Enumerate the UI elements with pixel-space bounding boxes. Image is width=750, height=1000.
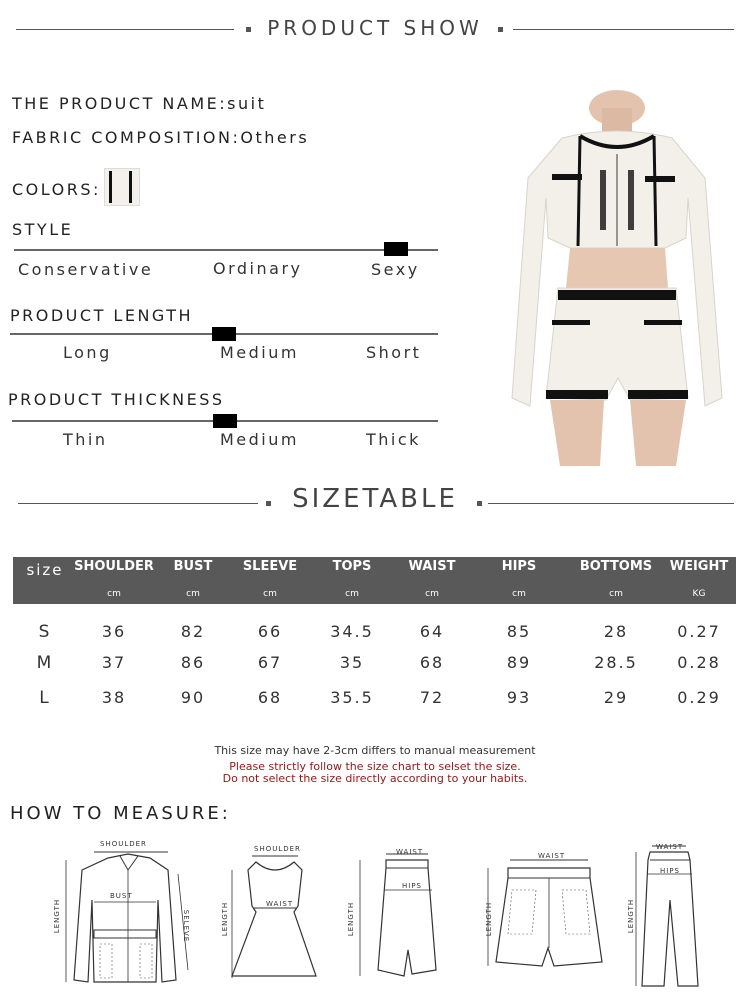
table-cell: 67 bbox=[257, 653, 283, 672]
pants-waist-label: WAIST bbox=[656, 843, 684, 851]
table-cell: 89 bbox=[506, 653, 532, 672]
jacket-shoulder-label: SHOULDER bbox=[100, 840, 147, 848]
table-cell: 36 bbox=[101, 622, 127, 641]
note-measurement: This size may have 2-3cm differs to manual measurement bbox=[214, 744, 536, 757]
table-cell: 85 bbox=[506, 622, 532, 641]
jacket-bust-label: BUST bbox=[110, 892, 133, 900]
colors-label: COLORS: bbox=[12, 180, 101, 199]
length-option-long: Long bbox=[63, 343, 112, 362]
style-option-ordinary: Ordinary bbox=[213, 259, 303, 278]
table-header-size: size bbox=[26, 561, 64, 579]
table-header-weight: WEIGHT bbox=[669, 559, 729, 574]
table-cell: S bbox=[38, 622, 52, 642]
table-cell: 66 bbox=[257, 622, 283, 641]
table-unit-sleeve: cm bbox=[263, 589, 277, 599]
length-label: PRODUCT LENGTH bbox=[10, 306, 194, 325]
table-unit-weight: KG bbox=[692, 589, 706, 599]
skirt-diagram bbox=[346, 850, 446, 985]
style-option-sexy: Sexy bbox=[371, 260, 420, 279]
sizetable-title: SIZETABLE bbox=[292, 484, 458, 514]
table-cell: 93 bbox=[506, 688, 532, 707]
shorts-diagram bbox=[478, 850, 608, 975]
table-cell: 35 bbox=[339, 653, 365, 672]
table-unit-bottoms: cm bbox=[609, 589, 623, 599]
table-cell: 82 bbox=[180, 622, 206, 641]
skirt-hips-label: HIPS bbox=[402, 882, 422, 890]
table-cell: 0.28 bbox=[677, 653, 721, 672]
table-cell: 34.5 bbox=[330, 622, 374, 641]
table-header-bust: BUST bbox=[173, 559, 213, 574]
product-photo bbox=[500, 88, 735, 466]
pants-length-label: LENGTH bbox=[627, 898, 636, 934]
length-option-medium: Medium bbox=[220, 343, 299, 362]
thickness-option-thin: Thin bbox=[63, 430, 108, 449]
table-header-tops: TOPS bbox=[332, 559, 372, 574]
length-scale-marker bbox=[212, 327, 236, 341]
note-habits: Do not select the size directly according to your habits. bbox=[222, 772, 528, 785]
skirt-length-label: LENGTH bbox=[347, 901, 356, 937]
table-header-bottoms: BOTTOMS bbox=[579, 559, 653, 574]
table-cell: 38 bbox=[101, 688, 127, 707]
table-header-shoulder: SHOULDER bbox=[74, 559, 154, 574]
table-cell: 64 bbox=[419, 622, 445, 641]
jacket-diagram bbox=[50, 840, 200, 990]
skirt-waist-label: WAIST bbox=[396, 848, 424, 856]
table-cell: 29 bbox=[603, 688, 629, 707]
product-name: THE PRODUCT NAME:suit bbox=[12, 94, 267, 113]
table-cell: M bbox=[36, 653, 54, 673]
table-cell: 28.5 bbox=[594, 653, 638, 672]
thickness-option-thick: Thick bbox=[366, 430, 421, 449]
table-cell: 90 bbox=[180, 688, 206, 707]
sizetable-header bbox=[0, 484, 750, 518]
shorts-waist-label: WAIST bbox=[538, 852, 566, 860]
table-header-sleeve: SLEEVE bbox=[242, 559, 298, 574]
table-cell: 37 bbox=[101, 653, 127, 672]
product-show-header bbox=[0, 14, 750, 44]
thickness-scale-marker bbox=[213, 414, 237, 428]
jacket-sleeve-label: SELEVE bbox=[182, 909, 191, 943]
how-to-measure-title: HOW TO MEASURE: bbox=[10, 803, 231, 824]
shorts-length-label: LENGTH bbox=[485, 901, 494, 937]
table-cell: L bbox=[39, 688, 51, 708]
jacket-length-label: LENGTH bbox=[53, 898, 62, 934]
pants-hips-label: HIPS bbox=[660, 867, 680, 875]
table-cell: 0.27 bbox=[677, 622, 721, 641]
table-cell: 68 bbox=[419, 653, 445, 672]
table-unit-waist: cm bbox=[425, 589, 439, 599]
style-scale-marker bbox=[384, 242, 408, 256]
fabric-composition: FABRIC COMPOSITION:Others bbox=[12, 128, 310, 147]
table-cell: 35.5 bbox=[330, 688, 374, 707]
dress-diagram bbox=[222, 850, 322, 985]
pants-diagram bbox=[628, 840, 708, 990]
table-header-hips: HIPS bbox=[501, 559, 537, 574]
table-cell: 28 bbox=[603, 622, 629, 641]
table-cell: 86 bbox=[180, 653, 206, 672]
length-option-short: Short bbox=[366, 343, 422, 362]
table-unit-hips: cm bbox=[512, 589, 526, 599]
thickness-option-medium: Medium bbox=[220, 430, 299, 449]
table-unit-tops: cm bbox=[345, 589, 359, 599]
table-header-waist: WAIST bbox=[408, 559, 456, 574]
style-option-conservative: Conservative bbox=[18, 260, 154, 279]
note-follow-chart: Please strictly follow the size chart to selset the size. bbox=[229, 760, 521, 773]
table-cell: 72 bbox=[419, 688, 445, 707]
section-title: PRODUCT SHOW bbox=[267, 16, 483, 40]
table-unit-shoulder: cm bbox=[107, 589, 121, 599]
table-cell: 0.29 bbox=[677, 688, 721, 707]
dress-shoulder-label: SHOULDER bbox=[254, 845, 301, 853]
dress-waist-label: WAIST bbox=[266, 900, 294, 908]
style-scale-line bbox=[14, 249, 438, 251]
style-label: STYLE bbox=[12, 220, 74, 239]
color-swatch[interactable] bbox=[104, 168, 140, 206]
dress-length-label: LENGTH bbox=[221, 901, 230, 937]
thickness-label: PRODUCT THICKNESS bbox=[8, 390, 225, 409]
table-unit-bust: cm bbox=[186, 589, 200, 599]
table-cell: 68 bbox=[257, 688, 283, 707]
